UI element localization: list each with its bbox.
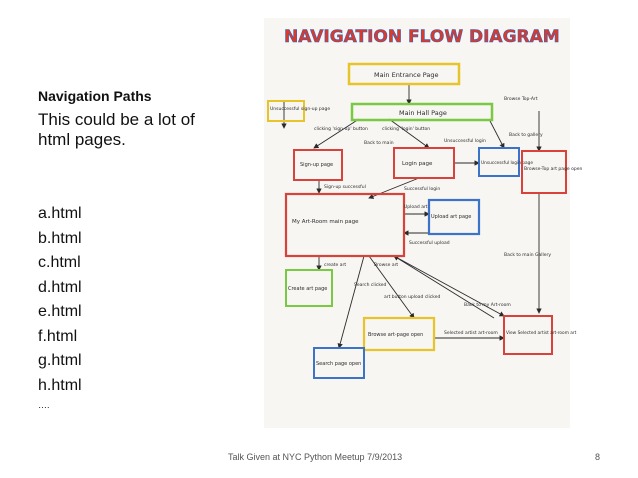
node-label: Unsuccessful login page [481, 161, 534, 166]
node-label: Create art page [288, 286, 328, 292]
list-item: b.html [38, 229, 82, 247]
html-page-list [38, 202, 82, 398]
diagram-title: NAVIGATION FLOW DIAGRAM [284, 27, 560, 47]
edge-label: Back to gallery [509, 133, 543, 138]
list-ellipsis: …. [38, 400, 50, 410]
node-label: Unsuccessful sign-up page [270, 107, 331, 112]
edge-label: clicking 'login' button [382, 127, 431, 132]
diagram-canvas [264, 18, 583, 428]
node-label: Upload art page [431, 214, 472, 220]
edge-label: Back to my Art-room [464, 303, 511, 308]
node-box [522, 151, 566, 193]
slide-footer: Talk Given at NYC Python Meetup 7/9/2013 [228, 452, 403, 462]
node-label: View Selected artist art-room art [506, 331, 577, 336]
edge-label: Search clicked [354, 283, 387, 288]
flow-arrows [284, 84, 539, 348]
edge-label: Browse art [374, 263, 399, 268]
navigation-flow-diagram [264, 18, 583, 428]
list-item: d.html [38, 278, 82, 296]
node-label: Login page [402, 161, 433, 167]
list-item: f.html [38, 327, 78, 345]
slide-heading: Navigation Paths [38, 88, 152, 104]
list-item: c.html [38, 254, 81, 271]
edge-label: Back to main Gallery [504, 253, 552, 258]
edge-label: Successful upload [409, 241, 450, 246]
edge-label: clicking 'sign-up' button [314, 127, 368, 132]
edge-label: Successful login [404, 187, 441, 192]
edge-label: Upload art [404, 205, 428, 210]
edge-label: Sign-up successful [324, 185, 366, 190]
list-item: e.html [38, 303, 82, 320]
node-label: Browse-Top art page open [524, 167, 583, 172]
node-box [286, 194, 404, 256]
node-label: Main Hall Page [399, 109, 447, 117]
page-number: 8 [595, 452, 601, 462]
flow-nodes [268, 64, 582, 378]
edge-label: Browse Top-Art [504, 97, 538, 102]
edge-label: Unsuccessful login [444, 139, 486, 144]
node-label: Sign-up page [300, 162, 334, 168]
edge-label: Selected artist art-room [444, 331, 498, 336]
list-item: a.html [38, 205, 82, 222]
node-label: Browse art-page open [368, 332, 424, 338]
list-item: h.html [38, 376, 82, 394]
slide-body-text: This could be a lot of html pages. [38, 110, 195, 149]
node-label: Main Entrance Page [374, 71, 439, 79]
edge-label: art button upload clicked [384, 295, 441, 300]
node-label: My Art-Room main page [292, 219, 359, 225]
edge-label: create art [324, 263, 347, 268]
list-item: g.html [38, 352, 82, 369]
node-label: Search page open [316, 361, 362, 367]
edge-label: Back to main [364, 141, 394, 146]
